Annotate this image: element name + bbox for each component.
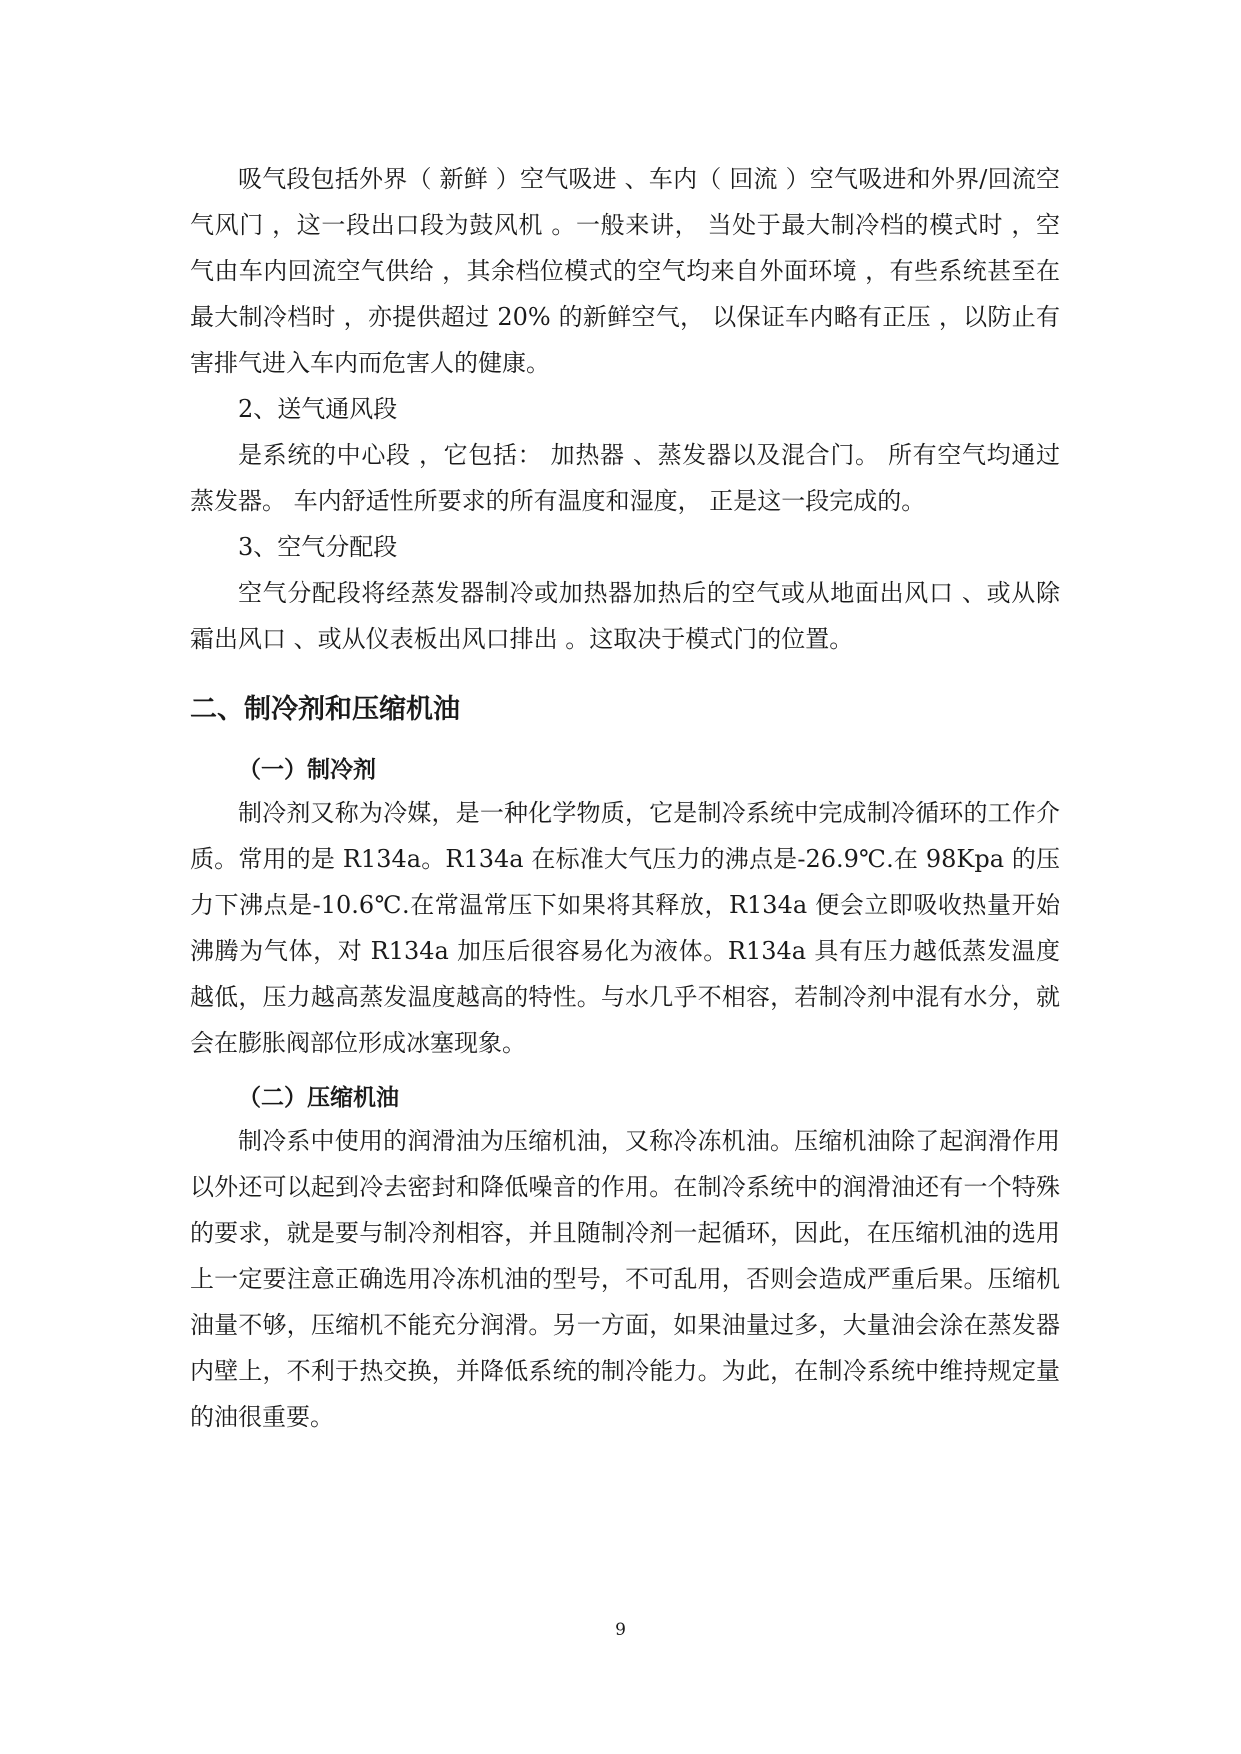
air-distribution-paragraph: 空气分配段将经蒸发器制冷或加热器加热后的空气或从地面出风口 、或从除霜出风口 、或从仪表板出风口排出 。这取决于模式门的位置。 xyxy=(190,579,1060,653)
supply-ventilation-paragraph: 是系统的中心段 ，它包括： 加热器 、蒸发器以及混合门。 所有空气均通过蒸发器。 车内舒适性所要求的所有温度和湿度， 正是这一段完成的。 xyxy=(190,441,1060,515)
refrigerant-paragraph: 制冷剂又称为冷媒，是一种化学物质，它是制冷系统中完成制冷循环的工作介质。常用的是 R134a。R134a 在标准大气压力的沸点是-26.9℃.在 98Kpa 的压力下沸点是-10.6℃.在常温常压下如果将其释放，R134a 便会立即吸收热量开始沸腾为气体，对 R134a 加压后很容易化为液体。R134a 具有压力越低蒸发温度越低，压力越高蒸发温度越高的特性。与水几乎不相容，若制冷剂中混有水分，就会在膨胀阀部位形成冰塞现象。 xyxy=(190,799,1060,1057)
document-body xyxy=(190,156,1060,1440)
compressor-oil-paragraph: 制冷系中使用的润滑油为压缩机油，又称冷冻机油。压缩机油除了起润滑作用以外还可以起到冷去密封和降低噪音的作用。在制冷系统中的润滑油还有一个特殊的要求，就是要与制冷剂相容，并且随制冷剂一起循环，因此，在压缩机油的选用上一定要注意正确选用冷冻机油的型号，不可乱用，否则会造成严重后果。压缩机油量不够，压缩机不能充分润滑。另一方面，如果油量过多，大量油会涂在蒸发器内壁上，不利于热交换，并降低系统的制冷能力。为此，在制冷系统中维持规定量的油很重要。 xyxy=(190,1127,1060,1431)
subsection-heading-refrigerant: （一）制冷剂 xyxy=(238,757,376,783)
subsection-heading-compressor-oil: （二）压缩机油 xyxy=(238,1085,399,1111)
subheading-air-distribution: 3、空气分配段 xyxy=(238,533,398,561)
page-number: 9 xyxy=(615,1620,626,1640)
section-heading-refrigerant-and-oil: 二、制冷剂和压缩机油 xyxy=(190,694,460,725)
intake-section-paragraph: 吸气段包括外界（ 新鲜 ）空气吸进 、车内（ 回流 ）空气吸进和外界/回流空气风门 ，这一段出口段为鼓风机 。一般来讲， 当处于最大制冷档的模式时 ，空气由车内回流空气供给 ，其余档位模式的空气均来自外面环境 ，有些系统甚至在最大制冷档时 ，亦提供超过 20% 的新鲜空气， 以保证车内略有正压 ，以防止有害排气进入车内而危害人的健康。 xyxy=(190,165,1060,377)
subheading-supply-ventilation: 2、送气通风段 xyxy=(238,395,398,423)
